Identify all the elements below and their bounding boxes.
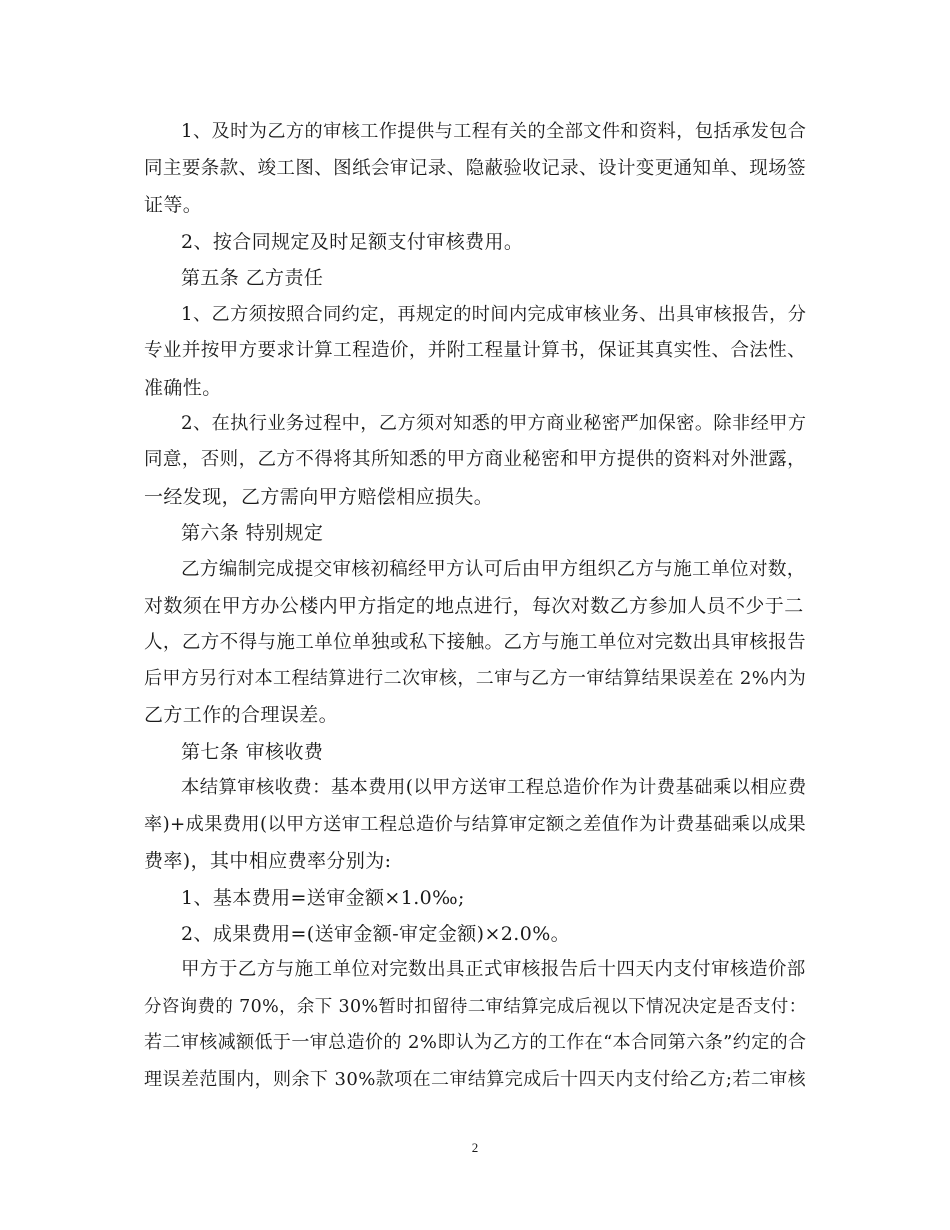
- text-line: 甲方于乙方与施工单位对完数出具正式审核报告后十四天内支付审核造价部: [181, 959, 806, 980]
- text-line: 人，乙方不得与施工单位单独或私下接触。乙方与施工单位对完数出具审核报告: [144, 632, 807, 653]
- text-line: 率)+成果费用(以甲方送审工程总造价与结算审定额之差值作为计费基础乘以成果: [144, 814, 807, 835]
- text-line: 理误差范围内，则余下 30%款项在二审结算完成后十四天内支付给乙方;若二审核: [144, 1069, 807, 1090]
- text-line: 准确性。: [144, 377, 222, 399]
- text-line: 后甲方另行对本工程结算进行二次审核，二审与乙方一审结算结果误差在 2%内为: [144, 668, 807, 689]
- text-line: 同意，否则，乙方不得将其所知悉的甲方商业秘密和甲方提供的资料对外泄露，: [144, 449, 807, 470]
- text-line: 对数须在甲方办公楼内甲方指定的地点进行，每次对数乙方参加人员不少于二: [144, 595, 804, 617]
- section-heading: 第七条 审核收费: [181, 741, 324, 763]
- text-line: 1、乙方须按照合同约定，再规定的时间内完成审核业务、出具审核报告，分: [181, 304, 807, 325]
- text-line: 乙方编制完成提交审核初稿经甲方认可后由甲方组织乙方与施工单位对数，: [181, 559, 806, 580]
- text-line: 1、及时为乙方的审核工作提供与工程有关的全部文件和资料，包括承发包合: [181, 121, 807, 142]
- text-line: 费率)，其中相应费率分别为:: [144, 850, 392, 872]
- section-heading: 第五条 乙方责任: [181, 267, 324, 289]
- text-line: 本结算审核收费：基本费用(以甲方送审工程总造价作为计费基础乘以相应费: [181, 777, 807, 798]
- text-line: 若二审核减额低于一审总造价的 2%即认为乙方的工作在“本合同第六条”约定的合: [144, 1032, 807, 1053]
- text-line: 分咨询费的 70%，余下 30%暂时扣留待二审结算完成后视以下情况决定是否支付：: [144, 997, 807, 1017]
- text-line: 1、基本费用=送审金额×1.0‰;: [181, 887, 465, 909]
- text-line: 2、成果费用=(送审金额-审定金额)×2.0%。: [181, 923, 571, 945]
- page-number: 2: [471, 1140, 479, 1155]
- text-line: 证等。: [144, 194, 203, 216]
- text-line: 一经发现，乙方需向甲方赔偿相应损失。: [144, 486, 494, 508]
- text-line: 2、在执行业务过程中，乙方须对知悉的甲方商业秘密严加保密。除非经甲方: [181, 413, 807, 434]
- text-line: 乙方工作的合理误差。: [144, 704, 339, 726]
- section-heading: 第六条 特别规定: [181, 522, 324, 544]
- text-line: 同主要条款、竣工图、图纸会审记录、隐蔽验收记录、设计变更通知单、现场签: [144, 158, 807, 179]
- text-line: 专业并按甲方要求计算工程造价，并附工程量计算书，保证其真实性、合法性、: [144, 340, 807, 361]
- text-line: 2、按合同规定及时足额支付审核费用。: [181, 231, 524, 253]
